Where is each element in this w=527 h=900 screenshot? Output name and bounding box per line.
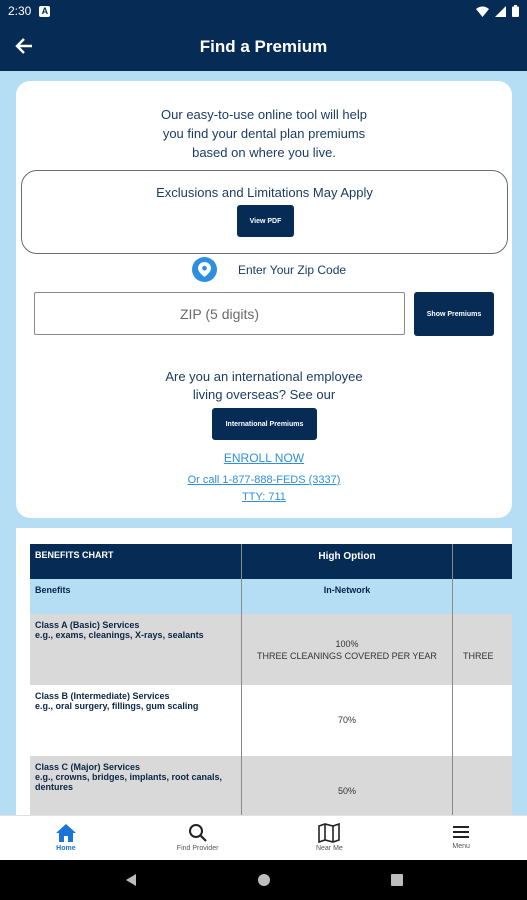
coverage-note-partial: THREE: [463, 651, 494, 661]
battery-icon: [512, 5, 519, 17]
service-class-title: Class C (Major) Services: [35, 762, 141, 772]
coverage-note: THREE CLEANINGS COVERED PER YEAR: [257, 651, 437, 661]
coverage-cell: [241, 614, 452, 685]
coverage-percent: 100%: [335, 639, 359, 649]
coverage-percent: 50%: [337, 786, 356, 796]
exclusions-text: Exclusions and Limitations May Apply: [156, 185, 373, 200]
coverage-cell: [241, 685, 452, 756]
service-class-title: Class B (Intermediate) Services: [35, 691, 170, 701]
service-class-title: Class A (Basic) Services: [35, 620, 140, 630]
coverage-percent: 70%: [337, 715, 356, 725]
table-header-cell: BENEFITS CHART: [35, 550, 114, 560]
nav-menu-label: Menu: [452, 843, 470, 850]
table-subheader-cell: Benefits: [35, 585, 71, 595]
table-header-cell: [452, 544, 512, 579]
system-back-icon[interactable]: [125, 873, 137, 887]
intro-text: [16, 105, 512, 162]
menu-icon: [452, 823, 470, 841]
coverage-cell-partial: [452, 614, 512, 685]
intro-line: you find your dental plan premiums: [162, 126, 366, 141]
table-row: [30, 614, 512, 685]
international-line: Are you an international employee: [165, 369, 363, 384]
bottom-nav: [0, 815, 527, 860]
table-header-row: [30, 544, 512, 579]
view-pdf-button[interactable]: View PDF: [237, 205, 294, 237]
nav-near-me[interactable]: [264, 816, 396, 860]
table-subheader-cell: In-Network: [241, 579, 452, 614]
zip-label-row: [192, 257, 346, 282]
page-title: Find a Premium: [199, 36, 328, 56]
service-class-desc: e.g., oral surgery, fillings, gum scaling: [35, 701, 199, 711]
call-phone-link[interactable]: Or call 1-877-888-FEDS (3337): [187, 474, 341, 486]
status-icons: [476, 5, 519, 17]
show-premiums-button[interactable]: Show Premiums: [414, 292, 494, 336]
service-class-cell: [30, 614, 241, 685]
map-icon: [318, 823, 340, 843]
nav-home-label: Home: [56, 845, 76, 852]
exclusions-box: [21, 170, 508, 254]
wifi-icon: [476, 6, 489, 17]
zip-label: Enter Your Zip Code: [238, 262, 347, 277]
system-recents-icon[interactable]: [391, 874, 403, 886]
nav-near-me-label: Near Me: [315, 845, 343, 852]
nav-find-provider-label: Find Provider: [176, 845, 219, 852]
intro-line: based on where you live.: [192, 145, 336, 160]
nav-find-provider[interactable]: [132, 816, 264, 860]
table-header-cell: High Option: [241, 544, 452, 579]
international-text: [16, 368, 512, 404]
table-subheader-cell: [452, 579, 512, 614]
service-class-desc: e.g., crowns, bridges, implants, root canals, dentures: [35, 772, 223, 792]
nav-home[interactable]: [0, 816, 132, 860]
status-time: 2:30: [8, 4, 32, 18]
system-nav-bar: [0, 860, 527, 900]
zip-input[interactable]: [34, 292, 405, 335]
intro-line: Our easy-to-use online tool will help: [161, 107, 367, 122]
app-bar: [0, 22, 527, 71]
enroll-now-link[interactable]: ENROLL NOW: [223, 451, 305, 465]
service-class-cell: [30, 685, 241, 756]
nav-menu[interactable]: [395, 816, 527, 860]
notification-icon: A: [39, 6, 50, 17]
tty-link[interactable]: TTY: 711: [242, 491, 286, 503]
international-premiums-button[interactable]: International Premiums: [212, 408, 317, 440]
table-row: [30, 685, 512, 756]
system-home-icon[interactable]: [257, 873, 271, 887]
signal-icon: [495, 6, 506, 17]
table-subheader-row: [30, 579, 512, 614]
search-icon: [188, 823, 208, 843]
location-pin-icon: [192, 257, 217, 282]
arrow-left-icon: [15, 37, 33, 55]
international-line: living overseas? See our: [192, 387, 336, 402]
service-class-desc: e.g., exams, cleanings, X-rays, sealants: [35, 630, 204, 640]
status-bar: [0, 0, 527, 22]
coverage-cell-partial: [452, 685, 512, 756]
benefits-chart-card[interactable]: [16, 528, 512, 828]
premium-finder-card: [16, 81, 512, 518]
home-icon: [55, 823, 77, 843]
back-button[interactable]: [12, 34, 36, 58]
